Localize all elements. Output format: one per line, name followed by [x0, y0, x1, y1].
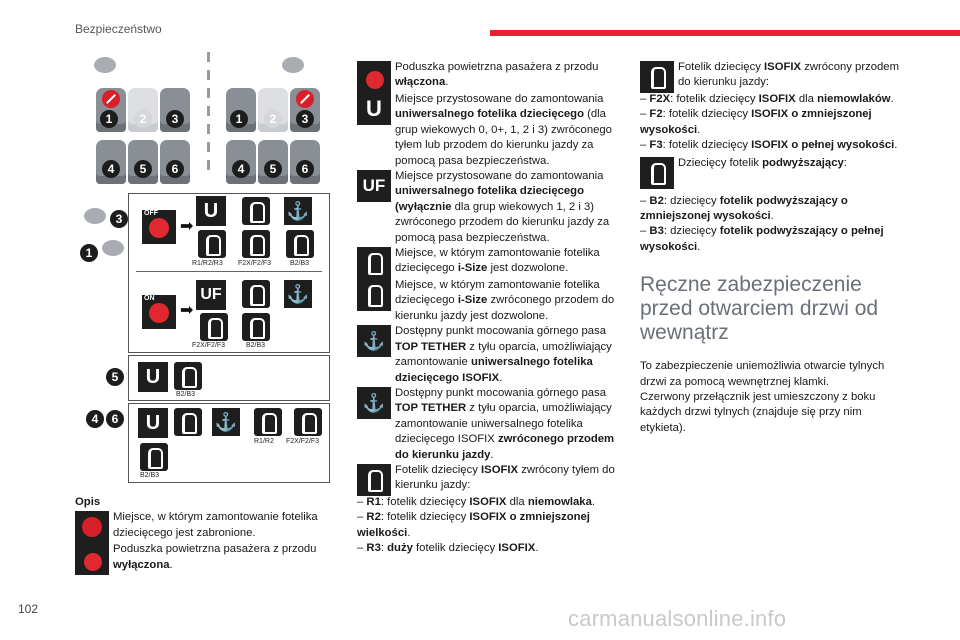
booster-icon	[174, 362, 202, 390]
legend-text: Dostępny punkt mocowania górnego pasa TOP TETHER z tyłu oparcia, umożliwiający zamontowanie uniwersalnego fotelika dziecięcego ISOFIX zwróconego przodem do kierunku jazdy.	[395, 386, 615, 461]
top-tether-icon: ⚓	[357, 325, 391, 357]
seat-number: 3	[296, 110, 314, 128]
seat-number: 1	[80, 244, 98, 262]
legend-entry	[640, 156, 905, 188]
isofix-rear-icon	[198, 230, 226, 258]
universal-u-icon: U	[196, 196, 226, 226]
legend-entry	[640, 60, 905, 92]
universal-u-icon: U	[357, 93, 391, 125]
isize-icon	[357, 247, 391, 279]
isize-forward-icon	[357, 279, 391, 311]
legend-text: Poduszka powietrzna pasażera z przodu włączona.	[395, 61, 599, 89]
isofix-rear-icon	[254, 408, 282, 436]
legend-entry	[357, 92, 619, 169]
top-tether-forward-icon: ⚓	[284, 280, 312, 308]
class-label: F2X/F2/F3	[286, 438, 320, 445]
legend-entry	[357, 169, 619, 246]
no-entry-icon	[75, 511, 109, 543]
steering-wheel-icon	[84, 208, 106, 224]
universal-u-icon: U	[138, 408, 168, 438]
class-label: B2/B3	[246, 342, 266, 349]
class-label: R1/R2/R3	[192, 260, 223, 267]
legend-entry	[357, 60, 619, 92]
booster-icon	[242, 313, 270, 341]
seat-number: 4	[102, 160, 120, 178]
booster-icon	[640, 157, 674, 189]
seat-number: 5	[106, 368, 124, 386]
steering-wheel-icon	[94, 57, 116, 73]
top-tether-forward-icon: ⚓	[357, 387, 391, 419]
list-item: – R3: duży fotelik dziecięcy ISOFIX.	[357, 542, 539, 555]
booster-icon	[140, 443, 168, 471]
legend-entry	[75, 542, 337, 574]
seat-number: 1	[230, 110, 248, 128]
class-label: B2/B3	[290, 260, 310, 267]
class-label: B2/B3	[140, 472, 160, 479]
seat-number: 3	[110, 210, 128, 228]
legend	[75, 495, 337, 574]
right-column	[640, 60, 905, 436]
isofix-rear-icon	[357, 464, 391, 496]
isofix-forward-icon	[640, 61, 674, 93]
middle-column	[357, 60, 619, 557]
isofix-forward-icon	[242, 230, 270, 258]
no-entry-icon	[296, 90, 314, 108]
legend-text: Poduszka powietrzna pasażera z przodu wyłączona.	[113, 543, 317, 571]
section-heading: Ręczne zabezpieczenie przed otwarciem drzwi od wewnątrz	[640, 273, 879, 345]
section-color-bar	[490, 30, 960, 36]
watermark: carmanualsonline.info	[568, 606, 787, 631]
legend-entry	[357, 463, 619, 495]
seat-number: 6	[166, 160, 184, 178]
paragraph: To zabezpieczenie uniemożliwia otwarcie tylnych drzwi za pomocą wewnętrznej klamki.	[640, 360, 885, 388]
legend-text: Fotelik dziecięcy ISOFIX zwrócony tyłem do kierunku jazdy:	[395, 463, 615, 492]
booster-icon	[286, 230, 314, 258]
class-label: R1/R2	[254, 438, 274, 445]
list-item: – R1: fotelik dziecięcy ISOFIX dla niemowlaka.	[357, 495, 595, 508]
legend-text: Miejsce przystosowane do zamontowania uniwersalnego fotelika dziecięcego (wyłącznie dla grup wiekowych 1, 2 i 3) zwróconego przodem do kierunku jazdy za pomocą pasa bezpieczeństwa.	[395, 170, 610, 244]
legend-entry	[357, 324, 619, 386]
airbag-off-icon: OFF	[142, 210, 176, 244]
paragraph: Czerwony przełącznik jest umieszczony z boku każdych drzwi tylnych (znajduje się przy nim etykieta).	[640, 391, 876, 434]
seat-number: 1	[100, 110, 118, 128]
arrow-icon: ➡	[180, 302, 194, 319]
class-label: F2X/F2/F3	[238, 260, 272, 267]
legend-text: Miejsce, w którym zamontowanie fotelika dziecięcego jest zabronione.	[113, 511, 318, 539]
top-tether-icon: ⚓	[212, 408, 240, 436]
legend-entry	[357, 246, 619, 278]
seat-number: 5	[134, 160, 152, 178]
legend-text: Miejsce, w którym zamontowanie fotelika dziecięcego i-Size zwróconego przodem do kierunku jazdy jest dozwolone.	[395, 279, 615, 322]
isize-icon	[174, 408, 202, 436]
legend-title: Opis	[75, 496, 101, 508]
top-tether-icon: ⚓	[284, 197, 312, 225]
legend-text: Miejsce, w którym zamontowanie fotelika dziecięcego i-Size jest dozwolone.	[395, 247, 600, 275]
list-item: – F2: fotelik dziecięcy ISOFIX o zmniejszonej wysokości.	[640, 108, 872, 136]
universal-u-icon: U	[138, 362, 168, 392]
list-item: – R2: fotelik dziecięcy ISOFIX o zmniejszonej wielkości.	[357, 511, 590, 539]
legend-text: Miejsce przystosowane do zamontowania uniwersalnego fotelika dziecięcego (dla grup wiekowych 0, 0+, 1, 2 i 3) zwróconego tyłem lub przodem do kierunku jazdy za pomocą pasa bezpieczeństwa.	[395, 93, 612, 167]
list-item: – B3: dziecięcy fotelik podwyższający o pełnej wysokości.	[640, 225, 884, 253]
class-label: F2X/F2/F3	[192, 342, 226, 349]
legend-text: Dostępny punkt mocowania górnego pasa TOP TETHER z tyłu oparcia, umożliwiający zamontowanie uniwersalnego fotelika dziecięcego ISOFIX.	[395, 325, 612, 384]
legend-entry	[75, 510, 337, 542]
isofix-forward-icon	[294, 408, 322, 436]
seat-number: 2	[134, 110, 152, 128]
list-item: – F2X: fotelik dziecięcy ISOFIX dla niemowlaków.	[640, 93, 894, 105]
page-number: 102	[18, 602, 39, 616]
legend-entry	[357, 386, 619, 463]
legend-entry	[357, 278, 619, 324]
universal-uf-icon: UF	[357, 170, 391, 202]
class-label: B2/B3	[176, 391, 196, 398]
isofix-forward-icon	[200, 313, 228, 341]
arrow-icon: ➡	[180, 218, 194, 235]
steering-wheel-icon	[282, 57, 304, 73]
legend-text: Dziecięcy fotelik podwyższający:	[678, 156, 847, 169]
airbag-on-icon: ON	[142, 295, 176, 329]
seat-number: 6	[106, 410, 124, 428]
no-entry-icon	[102, 90, 120, 108]
isize-forward-icon	[242, 280, 270, 308]
seat-number: 5	[264, 160, 282, 178]
airbag-on-icon	[357, 61, 391, 93]
list-item: – B2: dziecięcy fotelik podwyższający o zmniejszonej wysokości.	[640, 194, 848, 223]
universal-uf-icon: UF	[196, 280, 226, 310]
seat-number: 6	[296, 160, 314, 178]
seat-number: 3	[166, 110, 184, 128]
airbag-off-icon	[75, 543, 109, 575]
legend-text: Fotelik dziecięcy ISOFIX zwrócony przodem do kierunku jazdy:	[678, 61, 900, 89]
steering-wheel-icon	[102, 240, 124, 256]
seat-number: 2	[264, 110, 282, 128]
section-header: Bezpieczeństwo	[75, 22, 162, 36]
isize-icon	[242, 197, 270, 225]
seat-number: 4	[232, 160, 250, 178]
seat-number: 4	[86, 410, 104, 428]
list-item: – F3: fotelik dziecięcy ISOFIX o pełnej wysokości.	[640, 139, 898, 152]
